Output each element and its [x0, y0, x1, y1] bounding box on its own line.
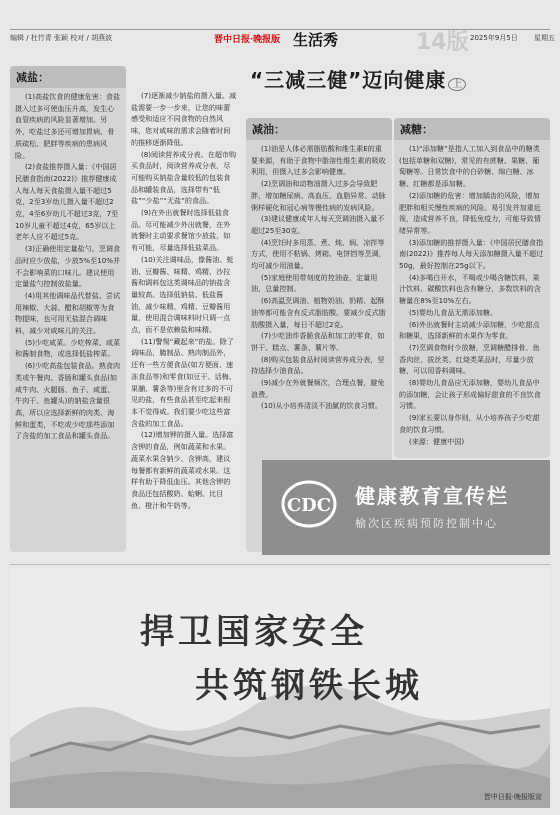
poster-credit: 晋中日报·晚报版宣: [483, 793, 542, 801]
poster-slogan-line2: 共筑钢铁长城: [195, 666, 423, 706]
article-paragraph: (6)高温烹调油、植物奶油、奶精、起酥油等都可能含有反式脂肪酸。要减少反式脂肪酸摄入量，每日不超过2克。: [251, 296, 386, 329]
article-paragraph: (10)关注调味品，像酱油、蚝油、豆瓣酱、味精、鸡精、沙拉酱和调料包这类调味品的钠盐含量较高。选择低钠盐、低盐酱油，减少味精、鸡精、豆瓣酱用量，使用混合调味料时只调一点点，而不是依赖盐和味精。: [131, 254, 234, 335]
sugar-section: [394, 118, 550, 458]
paper-name: 晋中日报·晚报版: [214, 35, 281, 45]
cdc-logo-icon: [280, 478, 338, 530]
oil-heading: 减油：: [246, 118, 392, 140]
publication-date: 2025年9月5日: [470, 34, 518, 42]
article-paragraph: (6)少吃高盐包装食品。熟食肉类或午餐肉、香肠和罐头食品(如咸牛肉、火腿肠、鱼子、咸蛋、牛肉干、鱼罐头)的钠盐含量很高，所以应选择新鲜的肉类、海鲜和蛋类，不吃或少吃那些添加了含盐的加工食品和罐头食品。: [15, 361, 121, 441]
editor-credits: 编辑 / 杜竹青 张颖 校对 / 胡燕波: [10, 34, 113, 42]
logo-text: CDC: [286, 495, 332, 516]
salt-body: [10, 88, 126, 445]
page-number: 14版: [416, 30, 469, 55]
article-paragraph: (9)在外出就餐时选择低盐食品。尽可能减少外出就餐，在外就餐时主动要求餐馆少放盐，如有可能，尽量选择低盐菜品。: [131, 208, 231, 253]
salt-section-continued: [128, 90, 240, 552]
article-paragraph: (9)家长要以身作则，从小培养孩子少吃甜食的饮食习惯。: [399, 413, 540, 434]
article-paragraph: (4)烹饪时多用蒸、煮、炖、焖、凉拌等方式，使用不粘锅、烤箱、电饼铛等烹调，均可减少用油量。: [251, 237, 386, 271]
article-paragraph: (来源：健康中国): [408, 436, 465, 446]
article-paragraph: (7)少吃油炸香脆食品和加工的零食，如饼干、糕点、薯条、薯片等。: [251, 331, 385, 352]
article-paragraph: (7)烹调食物时少放糖，烹调糖醋排骨、鱼香肉丝、拔丝类、红烧类菜品时，尽量少放糖，可以用香料调味。: [399, 342, 540, 376]
article-paragraph: (6)外出就餐时主动减少添加糖，少吃甜点和糖果，选择新鲜的水果作为零食。: [399, 319, 540, 341]
masthead-rule: [10, 29, 550, 30]
article-paragraph: (12)增加钾的摄入量。选择富含钾的食品，例如蔬菜和水果。蔬菜水果含钠少、含钾高，建议每餐都有新鲜的蔬菜或水果。这样有助于降低血压。其他含钾的食品还包括酸奶、蛤蜊、比目鱼、橙汁和牛奶等。: [131, 430, 234, 510]
article-paragraph: (4)用其他调味品代替盐。尝试用辣椒、大蒜、醋和胡椒等为食物提味，也可用无盐混合调味料，减少对咸味儿的关注。: [15, 290, 121, 336]
article-paragraph: (8)婴幼儿食品应无添加糖，婴幼儿食品中的添加糖，会让孩子形成偏好甜食的不良饮食习惯。: [399, 378, 541, 411]
salt-heading: 减盐：: [10, 66, 126, 88]
article-paragraph: (3)建议健康成年人每天烹调油摄入量不超过25至30克。: [251, 214, 385, 235]
oil-body: [246, 140, 392, 415]
article-paragraph: (3)正确使用定量盐勺。烹调食品时应少放盐，少放5%至10%并不会影响菜的口味儿。建议使用定量盐勺控制放盐量。: [15, 244, 121, 289]
article-paragraph: (5)少吃咸菜。少吃榨菜、咸菜和酱制食物，或选择低盐榨菜。: [15, 337, 121, 359]
article-paragraph: (11)警惕“藏起来”的盐。除了调味品，腌制品、熟肉制品外，还有一些方便食品(如方便面、速冻食品等)和零食(如豆干、话梅、果脯、薯条等)里含有过多的不可见的盐，有些食品甚至吃起来根本不觉得咸。我们要少吃这些富含盐的加工食品。: [131, 336, 236, 428]
salt-body-continued: [128, 90, 240, 511]
article-paragraph: (5)婴幼儿食品无需添加糖。: [408, 307, 498, 317]
article-paragraph: (8)阅读营养成分表。在超市购买食品时，阅读营养成分表，尽可能购买钠盐含量较低的包装食品和罐装食品，选择带有“低盐”“少盐”“无盐”的食品。: [131, 149, 237, 206]
article-paragraph: (2)添加糖的危害：增加龋齿的风险，增加肥胖和相关慢性疾病的风险。易引发并加重近视，造成营养不良，降低免疫力，可能导致情绪异常等。: [399, 190, 541, 235]
section-name: 生活秀: [293, 31, 339, 49]
article-title-suffix: 上: [448, 78, 466, 91]
article-paragraph: (2)烹调油和动物油摄入过多会导致肥胖，增加糖尿病、高血压、血脂异常、动脉粥样硬化和冠心病等慢性病的发病风险。: [251, 179, 386, 212]
article-paragraph: (10)从小培养清淡不油腻的饮食习惯。: [260, 401, 382, 411]
article-paragraph: (1)高盐饮食的健康危害：食盐摄入过多可使血压升高，发生心血管疾病的风险显著增加。另外，吃盐过多还可增加胃病、骨质疏松、肥胖等疾病的患病风险。: [15, 92, 121, 160]
article-paragraph: (7)逐渐减少钠盐的摄入量。减盐需要一步一步来，让您的味蕾感受和适应不同食物的自然风味，您对咸味的需求会随着时间的推移逐渐降低。: [131, 91, 237, 147]
article-paragraph: (4)多喝白开水，不喝或少喝含糖饮料，果汁饮料、碳酸饮料也含有糖分，多数饮料的含糖量在8%至10%左右。: [399, 272, 541, 306]
banner-subtitle: 榆次区疾病预防控制中心: [355, 517, 498, 530]
security-poster: [10, 568, 550, 808]
salt-section: [10, 66, 126, 552]
sugar-heading: 减糖：: [394, 118, 550, 140]
article-title: “三减三健”迈向健康: [250, 68, 447, 92]
section-divider: [10, 564, 550, 565]
article-paragraph: (8)购买包装食品时阅读营养成分表，坚持选择少油食品。: [251, 354, 385, 376]
article-paragraph: (2)食盐推荐摄入量：《中国居民膳食指南(2022)》推荐健康成人每人每天食盐摄入量不超过5克，2至3岁幼儿摄入量不超过2克，4至6岁幼儿不超过3克，7至10岁儿童不超过4克，65岁以上老年人应不超过5克。: [15, 162, 119, 242]
article-paragraph: (3)添加糖的推荐摄入量：《中国居民膳食指南(2022)》推荐每人每天添加糖摄入量不超过50g，最好控制在25g以下。: [399, 237, 544, 271]
article-paragraph: (5)家庭使用带刻度的控油壶，定量用油，总量控制。: [251, 272, 378, 294]
article-paragraph: (1)油是人体必需脂肪酸和维生素E的重要来源，有助于食物中脂溶性维生素的吸收利用，但摄入过多会影响健康。: [251, 144, 386, 177]
masthead: [0, 0, 560, 55]
article-title-block: [250, 64, 550, 104]
weekday: 星期五: [534, 34, 555, 42]
health-education-banner: [262, 460, 550, 555]
article-paragraph: (9)减少在外就餐频次，合理点餐，避免浪费。: [251, 378, 385, 399]
sugar-body: [394, 140, 550, 450]
article-paragraph: (1)“添加糖”是指人工加入到食品中的糖类(包括单糖和双糖)，常见的有蔗糖、果糖、葡萄糖等。日常饮食中的白砂糖、绵白糖、冰糖、红糖都是添加糖。: [399, 144, 540, 189]
banner-title: 健康教育宣传栏: [355, 484, 509, 508]
poster-slogan-line1: 捍卫国家安全: [140, 612, 368, 652]
